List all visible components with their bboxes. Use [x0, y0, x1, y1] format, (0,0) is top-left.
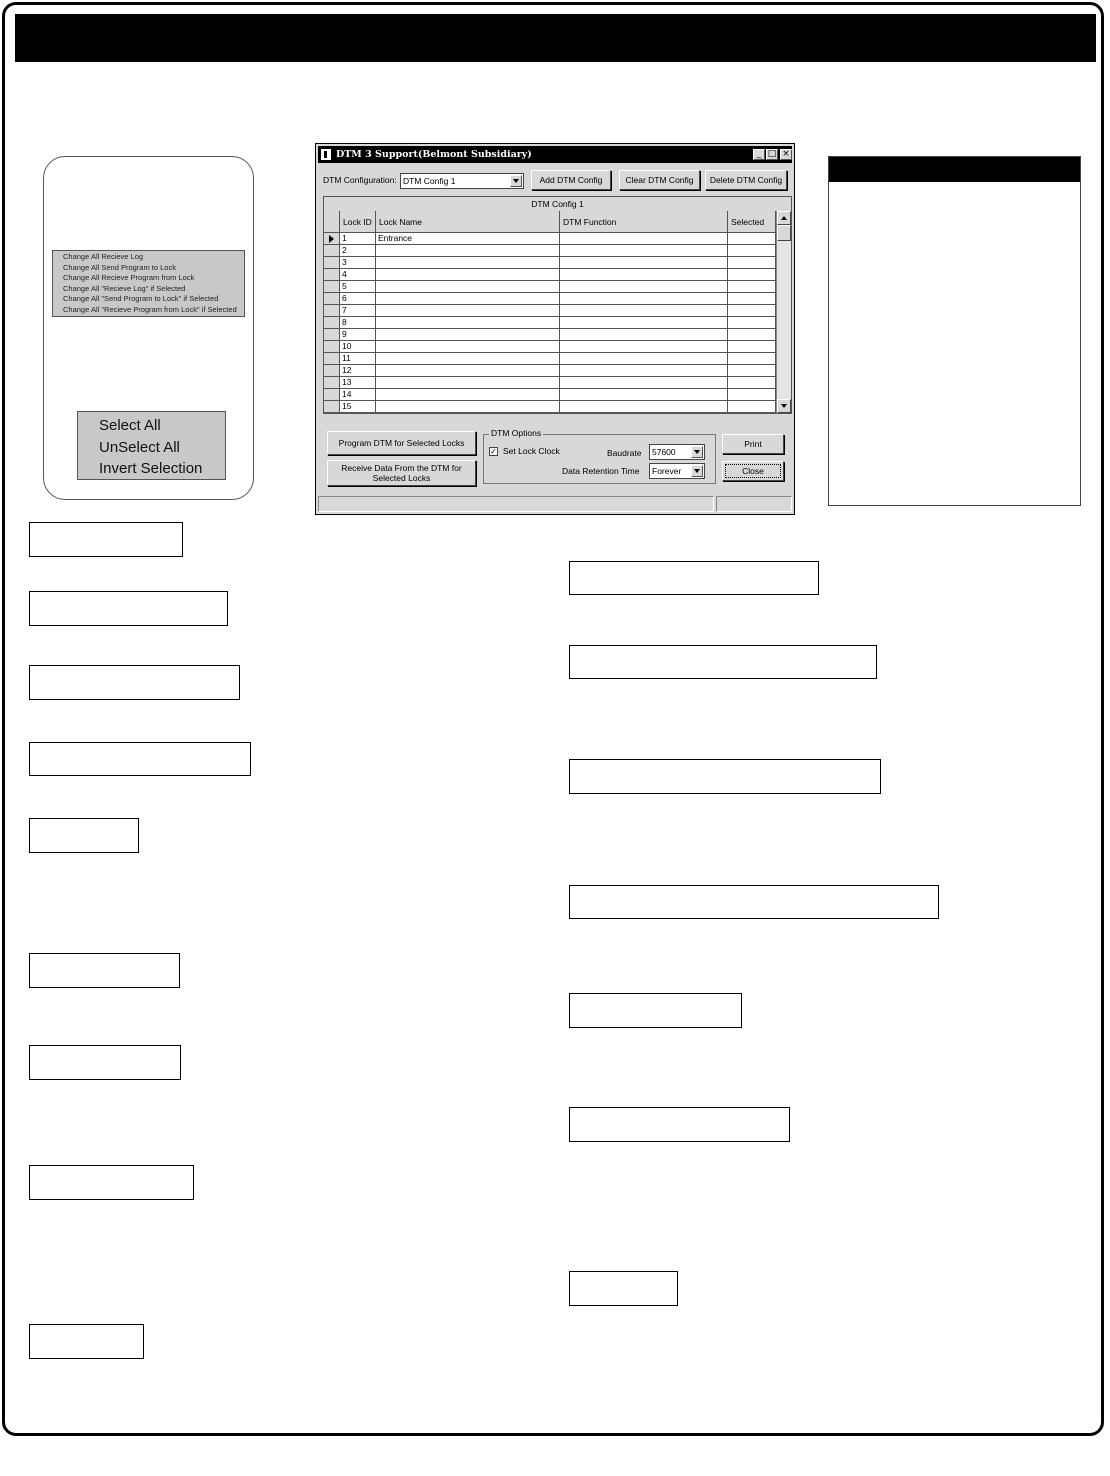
label-box	[29, 1045, 181, 1080]
set-lock-clock-checkbox[interactable]	[489, 447, 498, 456]
label-box	[29, 591, 228, 626]
print-button[interactable]: Print	[722, 434, 784, 454]
column-header-dtm-function[interactable]: DTM Function	[560, 211, 728, 233]
cell-lock-id[interactable]: 5	[340, 281, 376, 293]
menu-item-change-all-receive-log[interactable]: Change All Recieve Log	[63, 252, 144, 261]
cell-dtm-function[interactable]	[560, 245, 728, 257]
table-row[interactable]	[324, 329, 776, 341]
cell-dtm-function[interactable]	[560, 329, 728, 341]
minimize-icon[interactable]: _	[753, 149, 765, 160]
column-header-lock-name[interactable]: Lock Name	[376, 211, 560, 233]
dtm-configuration-select[interactable]	[400, 173, 524, 189]
menu-item-unselect-all[interactable]: UnSelect All	[99, 438, 180, 456]
row-selector[interactable]	[324, 245, 340, 257]
cell-lock-name[interactable]	[376, 293, 560, 305]
header-bar	[15, 14, 1096, 62]
cell-dtm-function[interactable]	[560, 377, 728, 389]
cell-lock-name[interactable]	[376, 329, 560, 341]
dtm-support-window	[315, 143, 795, 515]
cell-selected[interactable]	[728, 401, 776, 413]
table-row[interactable]	[324, 269, 776, 281]
row-selector[interactable]	[324, 257, 340, 269]
row-selector[interactable]	[324, 377, 340, 389]
cell-lock-name[interactable]	[376, 257, 560, 269]
baudrate-select[interactable]	[649, 444, 705, 460]
label-box	[569, 645, 877, 679]
cell-lock-id[interactable]: 8	[340, 317, 376, 329]
cell-lock-id[interactable]: 13	[340, 377, 376, 389]
cell-dtm-function[interactable]	[560, 317, 728, 329]
window-title: DTM 3 Support(Belmont Subsidiary)	[336, 149, 532, 160]
menu-item-send-program-if-selected[interactable]: Change All "Send Program to Lock" if Selected	[63, 294, 219, 303]
table-row[interactable]	[324, 305, 776, 317]
label-box	[569, 561, 819, 595]
row-selector[interactable]	[324, 317, 340, 329]
table-row[interactable]	[324, 341, 776, 353]
cell-lock-name[interactable]	[376, 365, 560, 377]
row-selector[interactable]	[324, 269, 340, 281]
chevron-down-icon[interactable]	[510, 175, 522, 187]
cell-lock-name[interactable]	[376, 305, 560, 317]
cell-dtm-function[interactable]	[560, 281, 728, 293]
locks-grid	[323, 196, 792, 414]
cell-lock-id[interactable]: 7	[340, 305, 376, 317]
set-lock-clock-label: Set Lock Clock	[503, 446, 560, 456]
label-box	[29, 953, 180, 988]
cell-lock-name[interactable]	[376, 401, 560, 413]
cell-lock-name[interactable]	[376, 389, 560, 401]
checkmark-icon: ✓	[490, 447, 497, 456]
cell-lock-id[interactable]: 6	[340, 293, 376, 305]
table-row[interactable]	[324, 317, 776, 329]
table-row[interactable]	[324, 293, 776, 305]
cell-selected[interactable]	[728, 377, 776, 389]
cell-selected[interactable]	[728, 317, 776, 329]
cell-selected[interactable]	[728, 365, 776, 377]
cell-dtm-function[interactable]	[560, 353, 728, 365]
status-bar	[318, 496, 792, 512]
cell-lock-name[interactable]	[376, 353, 560, 365]
label-box	[29, 1324, 144, 1359]
data-retention-select[interactable]	[649, 463, 705, 479]
grid-context-menu	[52, 250, 245, 317]
menu-item-change-all-send-program[interactable]: Change All Send Program to Lock	[63, 262, 176, 272]
table-row[interactable]	[324, 245, 776, 257]
receive-data-button[interactable]: Receive Data From the DTM for Selected Locks	[327, 460, 476, 486]
current-row-icon	[329, 235, 334, 243]
cell-lock-id[interactable]: 11	[340, 353, 376, 365]
cell-selected[interactable]	[728, 353, 776, 365]
scroll-thumb[interactable]	[777, 225, 791, 241]
dtm-options-group	[483, 428, 716, 484]
cell-lock-name[interactable]	[376, 317, 560, 329]
status-panel-main	[318, 496, 714, 512]
cell-dtm-function[interactable]	[560, 341, 728, 353]
label-box	[29, 522, 183, 557]
info-panel	[828, 156, 1081, 506]
table-row[interactable]	[324, 353, 776, 365]
label-box	[569, 993, 742, 1028]
status-panel-secondary	[716, 496, 792, 512]
chevron-down-icon[interactable]	[691, 465, 703, 477]
cell-lock-name[interactable]	[376, 269, 560, 281]
table-row[interactable]	[324, 257, 776, 269]
table-row[interactable]	[324, 233, 776, 245]
cell-dtm-function[interactable]	[560, 365, 728, 377]
window-title-bar[interactable]	[318, 146, 792, 163]
cell-lock-name[interactable]	[376, 341, 560, 353]
label-box	[569, 1271, 678, 1306]
table-row[interactable]	[324, 377, 776, 389]
cell-selected[interactable]	[728, 341, 776, 353]
row-selector[interactable]	[324, 305, 340, 317]
cell-lock-id[interactable]: 1	[340, 233, 376, 245]
baudrate-label: Baudrate	[607, 448, 642, 458]
cell-selected[interactable]	[728, 233, 776, 245]
baudrate-value: 57600	[652, 447, 676, 457]
scroll-down-icon[interactable]	[777, 399, 791, 413]
label-box	[569, 885, 939, 919]
column-header-lock-id[interactable]: Lock ID	[340, 211, 376, 233]
column-header-selected[interactable]: Selected	[728, 211, 776, 233]
row-selector[interactable]	[324, 389, 340, 401]
cell-lock-name[interactable]	[376, 377, 560, 389]
cell-selected[interactable]	[728, 269, 776, 281]
label-box	[29, 665, 240, 700]
dtm-options-title: DTM Options	[491, 428, 542, 438]
table-row[interactable]	[324, 281, 776, 293]
cell-lock-name[interactable]	[376, 245, 560, 257]
cell-lock-id[interactable]: 15	[340, 401, 376, 413]
grid-caption: DTM Config 1	[324, 197, 791, 212]
info-panel-header	[829, 157, 1080, 182]
label-box	[569, 1107, 790, 1142]
dtm-configuration-value: DTM Config 1	[403, 176, 456, 186]
add-dtm-config-button[interactable]: Add DTM Config	[531, 170, 611, 190]
dtm-configuration-label: DTM Configuration:	[323, 175, 397, 185]
cell-lock-name[interactable]	[376, 281, 560, 293]
menu-item-receive-program-if-selected[interactable]: Change All "Recieve Program from Lock" if Selected	[63, 304, 237, 314]
cell-lock-id[interactable]: 12	[340, 365, 376, 377]
close-button[interactable]: Close	[722, 461, 784, 481]
app-icon	[321, 149, 331, 160]
cell-selected[interactable]	[728, 389, 776, 401]
cell-dtm-function[interactable]	[560, 305, 728, 317]
scroll-up-icon[interactable]	[777, 211, 791, 225]
label-box	[29, 1165, 194, 1200]
cell-dtm-function[interactable]	[560, 269, 728, 281]
row-selector[interactable]	[324, 281, 340, 293]
cell-selected[interactable]	[728, 305, 776, 317]
cell-lock-id[interactable]: 14	[340, 389, 376, 401]
label-box	[569, 759, 881, 794]
row-selector[interactable]	[324, 329, 340, 341]
table-row[interactable]	[324, 401, 776, 413]
cell-selected[interactable]	[728, 281, 776, 293]
data-retention-label: Data Retention Time	[562, 466, 640, 476]
cell-dtm-function[interactable]	[560, 293, 728, 305]
menu-item-receive-log-if-selected[interactable]: Change All "Recieve Log" if Selected	[63, 283, 186, 293]
cell-lock-id[interactable]: 2	[340, 245, 376, 257]
cell-lock-name[interactable]: Entrance	[376, 233, 560, 245]
row-selector[interactable]	[324, 401, 340, 413]
row-selector[interactable]	[324, 341, 340, 353]
table-row[interactable]	[324, 365, 776, 377]
label-box	[29, 742, 251, 776]
cell-dtm-function[interactable]	[560, 233, 728, 245]
cell-lock-id[interactable]: 10	[340, 341, 376, 353]
label-box	[29, 818, 139, 853]
cell-selected[interactable]	[728, 329, 776, 341]
selection-context-menu	[77, 411, 226, 480]
cell-selected[interactable]	[728, 257, 776, 269]
cell-lock-id[interactable]: 9	[340, 329, 376, 341]
data-retention-value: Forever	[652, 466, 682, 476]
cell-dtm-function[interactable]	[560, 257, 728, 269]
cell-dtm-function[interactable]	[560, 389, 728, 401]
maximize-icon[interactable]: □	[767, 149, 777, 159]
cell-selected[interactable]	[728, 293, 776, 305]
grid-vertical-scrollbar[interactable]	[776, 211, 791, 413]
delete-dtm-config-button[interactable]: Delete DTM Config	[705, 170, 787, 190]
chevron-down-icon[interactable]	[691, 446, 703, 458]
menu-item-invert-selection[interactable]: Invert Selection	[99, 460, 203, 477]
menu-item-change-all-receive-program[interactable]: Change All Recieve Program from Lock	[63, 273, 195, 282]
clear-dtm-config-button[interactable]: Clear DTM Config	[619, 170, 700, 190]
row-selector[interactable]	[324, 293, 340, 305]
menu-item-select-all[interactable]: Select All	[99, 417, 161, 434]
close-icon[interactable]: ×	[780, 149, 792, 160]
row-header-corner	[324, 211, 340, 233]
cell-selected[interactable]	[728, 245, 776, 257]
row-selector[interactable]	[324, 365, 340, 377]
table-row[interactable]	[324, 389, 776, 401]
row-selector[interactable]	[324, 233, 340, 245]
cell-lock-id[interactable]: 3	[340, 257, 376, 269]
row-selector[interactable]	[324, 353, 340, 365]
cell-lock-id[interactable]: 4	[340, 269, 376, 281]
program-dtm-button[interactable]: Program DTM for Selected Locks	[327, 431, 476, 455]
cell-dtm-function[interactable]	[560, 401, 728, 413]
